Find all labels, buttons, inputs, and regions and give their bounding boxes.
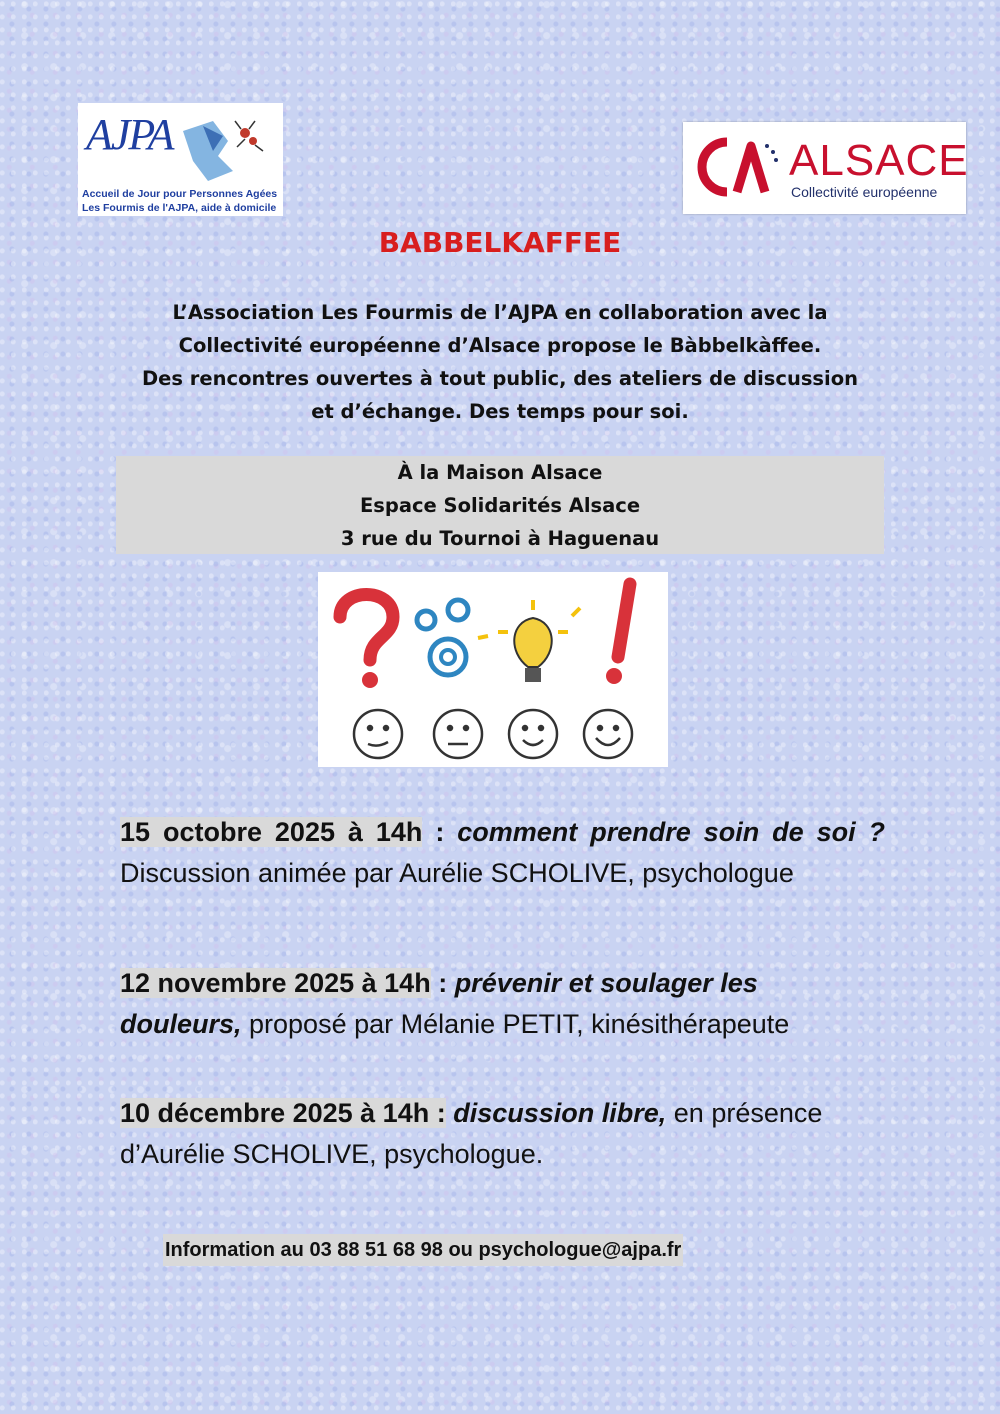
event-item [120,1093,885,1175]
gears-icon [417,600,468,675]
smiley-faces-icon [354,710,632,758]
alsace-logo-name: ALSACE [789,136,969,185]
event-date: 15 octobre 2025 à 14h [120,817,423,847]
event-details: proposé par Mélanie PETIT, kinésithérapeute [241,1009,790,1039]
exclamation-mark-icon [606,584,630,684]
event-topic: discussion libre, [453,1098,667,1128]
event-date: 10 décembre 2025 à 14h : [120,1098,446,1128]
event-details: Discussion animée par Aurélie SCHOLIVE, psychologue [120,858,794,888]
intro-line: Des rencontres ouvertes à tout public, des ateliers de discussion [141,367,858,390]
ajpa-logo-mark: AJPA [86,110,173,159]
intro-line: L’Association Les Fourmis de l’AJPA en collaboration avec la [172,301,828,324]
contact-info: Information au 03 88 51 68 98 ou psychologue@ajpa.fr [163,1234,683,1266]
event-topic: comment prendre soin de soi ? [457,817,886,847]
event-item [120,812,885,894]
ant-figure-icon [173,111,273,186]
ajpa-logo [78,103,283,216]
event-item [120,963,885,1045]
question-mark-icon [340,595,393,689]
alsace-emblem-icon [697,136,783,198]
event-date: 12 novembre 2025 à 14h [120,968,431,998]
ajpa-logo-line2: Les Fourmis de l'AJPA, aide à domicile [82,202,277,214]
event-separator: : [430,968,455,998]
address-line: 3 rue du Tournoi à Haguenau [340,527,660,550]
discussion-illustration [318,572,668,767]
intro-line: et d’échange. Des temps pour soi. [311,400,689,423]
ajpa-logo-line1: Accueil de Jour pour Personnes Agées [82,188,278,200]
event-topic: prévenir et soulager les douleurs, [120,968,758,1039]
address-line: Espace Solidarités Alsace [359,494,641,517]
page-title: BABBELKAFFEE [378,226,622,259]
address-box [116,456,884,554]
light-bulb-icon [478,600,580,682]
intro-text [100,296,900,428]
illustration-drawing [318,572,668,767]
address-line: À la Maison Alsace [397,461,603,484]
event-separator: : [422,817,458,847]
alsace-logo-subtitle: Collectivité européenne [791,184,938,200]
intro-line: Collectivité européenne d’Alsace propose le Bàbbelkàffee. [178,334,822,357]
event-details: en présence d’Aurélie SCHOLIVE, psychologue. [120,1098,823,1169]
alsace-logo [683,122,969,214]
